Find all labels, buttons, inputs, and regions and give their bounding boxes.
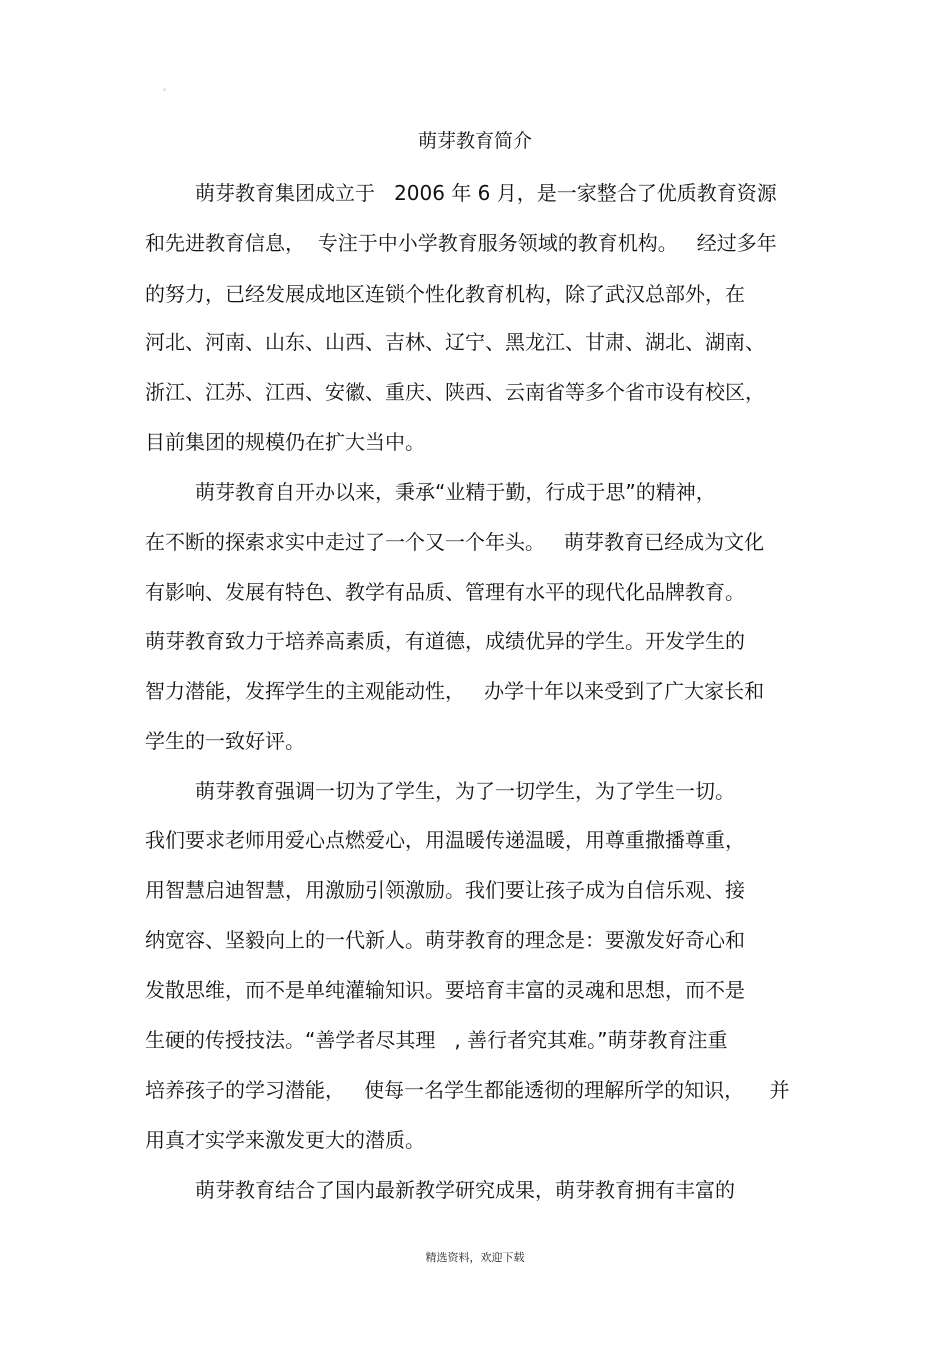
body-line: 智力潜能，发挥学生的主观能动性， 办学十年以来受到了广大家长和 xyxy=(145,679,765,703)
body-line: 的努力，已经发展成地区连锁个性化教育机构，除了武汉总部外，在 xyxy=(145,282,745,306)
body-line: 萌芽教育集团成立于 2006 年 6 月，是一家整合了优质教育资源 xyxy=(195,181,777,205)
body-line: 目前集团的规模仍在扩大当中。 xyxy=(145,430,425,454)
body-line: 浙江、江苏、江西、安徽、重庆、陕西、云南省等多个省市设有校区， xyxy=(145,380,765,404)
body-line: 培养孩子的学习潜能， 使每一名学生都能透彻的理解所学的知识， 并 xyxy=(145,1078,790,1102)
body-line: 发散思维，而不是单纯灌输知识。要培育丰富的灵魂和思想，而不是 xyxy=(145,978,745,1002)
body-line: 生硬的传授技法。“善学者尽其理 , 善行者究其难。”萌芽教育注重 xyxy=(145,1028,728,1052)
body-line: 纳宽容、坚毅向上的一代新人。萌芽教育的理念是：要激发好奇心和 xyxy=(145,928,745,952)
corner-mark: 。 xyxy=(163,83,171,92)
body-line: 萌芽教育结合了国内最新教学研究成果，萌芽教育拥有丰富的 xyxy=(195,1178,735,1202)
body-line: 河北、河南、山东、山西、吉林、辽宁、黑龙江、甘肃、湖北、湖南、 xyxy=(145,330,765,354)
body-line: 学生的一致好评。 xyxy=(145,729,305,753)
body-line: 萌芽教育强调一切为了学生，为了一切学生，为了学生一切。 xyxy=(195,779,735,803)
body-line: 我们要求老师用爱心点燃爱心，用温暖传递温暖，用尊重撒播尊重， xyxy=(145,828,745,852)
body-line: 在不断的探索求实中走过了一个又一个年头。 萌芽教育已经成为文化 xyxy=(145,530,765,554)
document-title: 萌芽教育简介 xyxy=(417,130,532,152)
body-line: 萌芽教育自开办以来，秉承“业精于勤，行成于思”的精神， xyxy=(195,480,716,504)
body-line: 萌芽教育致力于培养高素质，有道德，成绩优异的学生。开发学生的 xyxy=(145,629,745,653)
body-line: 用真才实学来激发更大的潜质。 xyxy=(145,1128,425,1152)
body-line: 和先进教育信息， 专注于中小学教育服务领域的教育机构。 经过多年 xyxy=(145,231,777,255)
page-footer: 精选资料，欢迎下载 xyxy=(425,1251,525,1264)
body-line: 用智慧启迪智慧，用激励引领激励。我们要让孩子成为自信乐观、接 xyxy=(145,878,745,902)
body-line: 有影响、发展有特色、教学有品质、管理有水平的现代化品牌教育。 xyxy=(145,580,745,604)
